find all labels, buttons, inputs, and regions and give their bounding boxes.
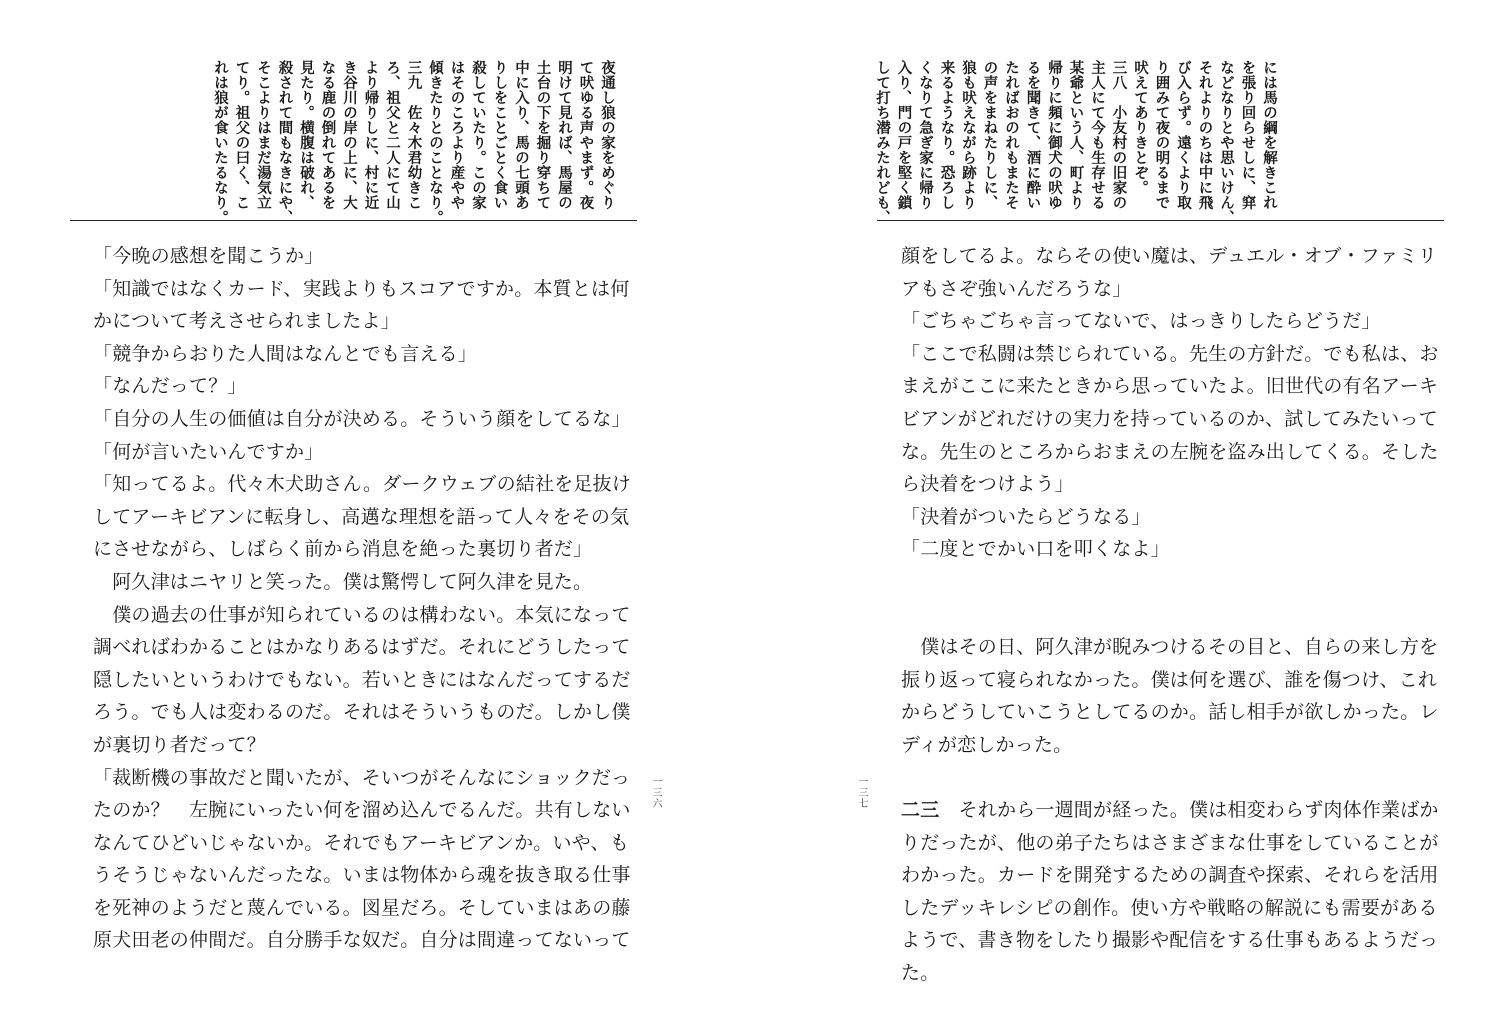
text-line: 「自分の人生の価値は自分が決める。そういう顔をしてるな」 [93, 407, 631, 430]
text-line: にさせながら、しばらく前から消息を絶った裏切り者だ」 [93, 538, 593, 561]
text-line: 僕の過去の仕事が知られているのは構わない。本気になって [93, 603, 631, 626]
text-line: なんてひどいじゃないか。それでもアーキビアンか。いや、も [93, 831, 629, 854]
text-line: ら決着をつけよう」 [901, 473, 1074, 496]
vertical-line: 某爺という人、町より [1067, 60, 1085, 210]
text-line: からどうしていこうとしてるのか。話し相手が欲しかった。レ [901, 701, 1439, 724]
text-line: 「競争からおりた人間はなんとでも言える」 [93, 342, 478, 365]
text-line: 調べればわかることはかなりあるはずだ。それにどうしたって [93, 636, 631, 659]
vertical-line: 殺されて間もなきにや、 [276, 60, 294, 225]
vertical-line: び入らず。遠くより取 [1175, 60, 1192, 210]
page-number: 一三七 [856, 776, 867, 809]
blank-line [901, 762, 1431, 795]
body-text [93, 240, 631, 957]
vertical-line: を張り回らせしに、穽 [1239, 60, 1257, 210]
text-line: た。 [901, 962, 940, 985]
vertical-line: などなりとや思いけん、 [1218, 60, 1235, 225]
vertical-line: 見たり。横腹は破れ、 [298, 60, 315, 210]
right-page [755, 0, 1509, 1036]
vertical-line: 土台の下を掘り穿ちて [534, 60, 552, 210]
vertical-line: 殺していたり。この家 [470, 60, 487, 210]
text-line: 顔をしてるよ。ならその使い魔は、デュエル・オブ・ファミリ [901, 245, 1438, 267]
entry-number: 三八 [1110, 60, 1128, 90]
text-line: 「知ってるよ。代々木犬助さん。ダークウェブの結社を足抜け [93, 473, 631, 496]
blank-line [901, 566, 1431, 599]
vertical-line: れは狼が食いたるなり。 [212, 60, 229, 225]
vertical-quote-block [874, 60, 1280, 225]
page-number: 一三六 [650, 776, 661, 809]
text-line: わかった。カードを開発するための調査や探索、それらを活用 [901, 864, 1439, 887]
vertical-line: 主人にて今も生存せる [1089, 60, 1106, 210]
body-text [901, 240, 1439, 990]
vertical-line: 入り、門の戸を堅く鎖 [895, 60, 913, 210]
text-line: ディが恋しかった。 [901, 733, 1073, 756]
text-line: 僕はその日、阿久津が睨みつけるその目と、自らの来し方を [901, 636, 1439, 659]
blank-line [901, 599, 1431, 632]
vertical-line: 中に入り、馬の七頭あ [513, 60, 530, 210]
vertical-line: 傾きたりとのことなり。 [427, 60, 444, 225]
vertical-line: るを聞きて、酒に酔い [1024, 60, 1042, 210]
text-line: たのか？ 左腕にいったい何を溜め込んでるんだ。共有しない [93, 799, 631, 822]
text-line: 「ここで私闘は禁じられている。先生の方針だ。でも私は、お [901, 342, 1439, 365]
text-line: りだったが、他の弟子たちはさまざまな仕事をしていることが [901, 831, 1439, 854]
text-line: 「知識ではなくカード、実践よりもスコアですか。本質とは何 [93, 277, 630, 300]
text-line: したデッキレシピの創作。使い方や戦略の解説にも需要がある [901, 896, 1438, 919]
vertical-line: の声をまねたりしに、 [981, 60, 999, 210]
text-line: な。先生のところからおまえの左腕を盗み出してくる。そした [901, 440, 1439, 463]
divider-rule [877, 220, 1444, 221]
vertical-line: て吠ゆる声やまず。夜 [577, 60, 595, 210]
text-line: 「なんだって？」 [93, 375, 247, 398]
vertical-line: たればおのれもまたそ [1003, 60, 1020, 210]
text-line: 「裁断機の事故だと聞いたが、そいつがそんなにショックだっ [93, 766, 631, 789]
vertical-line: 狼も吠えながら跡より [960, 60, 977, 210]
vertical-quote-block [90, 60, 618, 225]
left-page [0, 0, 754, 1036]
text-line: 原犬田老の仲間だ。自分勝手な奴だ。自分は間違ってないって [93, 929, 631, 952]
text-line: うそうじゃないんだったな。いまは物体から魂を抜き取る仕事 [93, 864, 631, 887]
text-line: 「二度とでかい口を叩くなよ」 [901, 538, 1170, 561]
text-line: 隠したいというわけでもない。若いときにはなんだってするだ [93, 668, 631, 691]
text-line: を死神のようだと蔑んでいる。図星だろ。そしていまはあの藤 [93, 896, 631, 919]
text-line: ようで、書き物をしたり撮影や配信をする仕事もあるようだっ [901, 929, 1439, 952]
vertical-line: てり。祖父の曰く、こ [233, 60, 251, 210]
text-line: 「ごちゃごちゃ言ってないで、はっきりしたらどうだ」 [901, 310, 1381, 333]
text-line: してアーキビアンに転身し、高邁な理想を語って人々をその気 [93, 505, 630, 528]
vertical-line: ろ、祖父と二人にて山 [384, 60, 401, 210]
text-line: 振り返って寝られなかった。僕は何を選び、誰を傷つけ、これ [901, 668, 1438, 691]
text-line: 「何が言いたいんですか」 [93, 440, 324, 463]
text-line: ビアンがどれだけの実力を持っているのか、試してみたいって [901, 407, 1438, 430]
vertical-line: そこよりはまだ湯気立 [255, 60, 272, 210]
text-line: かについて考えさせられましたよ」 [93, 310, 400, 333]
entry-number: 三九 [405, 60, 423, 90]
vertical-line: くなりて急ぎ家に帰り [917, 60, 934, 210]
vertical-line: 三八 小友村の旧家の [1110, 60, 1128, 210]
vertical-line: して打ち潜みたれども、 [874, 60, 891, 225]
text-line: が裏切り者だって？ [93, 733, 266, 756]
text-line: ろう。でも人は変わるのだ。それはそういうものだ。しかし僕 [93, 701, 631, 724]
vertical-line: りしをことごとく食い [491, 60, 509, 210]
vertical-line: 夜通し狼の家をめぐり [599, 60, 616, 210]
text-line: 「今晩の感想を聞こうか」 [93, 245, 324, 267]
text-line: まえがここに来たときから思っていたよ。旧世代の有名アーキ [901, 375, 1439, 398]
vertical-line: り囲みて夜の明るまで [1153, 60, 1171, 210]
vertical-line: はそのころより産やや [448, 60, 466, 210]
text-line: アもさぞ強いんだろうな」 [901, 277, 1132, 300]
vertical-line: より帰りしに、村に近 [362, 60, 380, 210]
text-line: 阿久津はニヤリと笑った。僕は驚愕して阿久津を見た。 [93, 570, 593, 593]
vertical-line: 三九 佐々木君幼きこ [405, 60, 423, 210]
divider-rule [70, 220, 637, 221]
vertical-line: き谷川の岸の上に、大 [341, 60, 358, 210]
vertical-line: には馬の綱を解きこれ [1261, 60, 1278, 210]
vertical-line: 帰りに頻に御犬の吠ゆ [1046, 60, 1063, 210]
vertical-line: なる鹿の倒れてあるを [319, 60, 337, 210]
vertical-line: 明けて見れば、馬屋の [556, 60, 573, 210]
vertical-line: 吠えてありきとぞ。 [1132, 60, 1149, 195]
section-line: 二三 それから一週間が経った。僕は相変わらず肉体作業ばか [901, 799, 1439, 822]
vertical-line: それよりのちは中に飛 [1196, 60, 1214, 210]
section-number: 二三 [901, 799, 940, 822]
vertical-line: 来るようなり。恐ろし [938, 60, 956, 210]
text-line: 「決着がついたらどうなる」 [901, 505, 1151, 528]
